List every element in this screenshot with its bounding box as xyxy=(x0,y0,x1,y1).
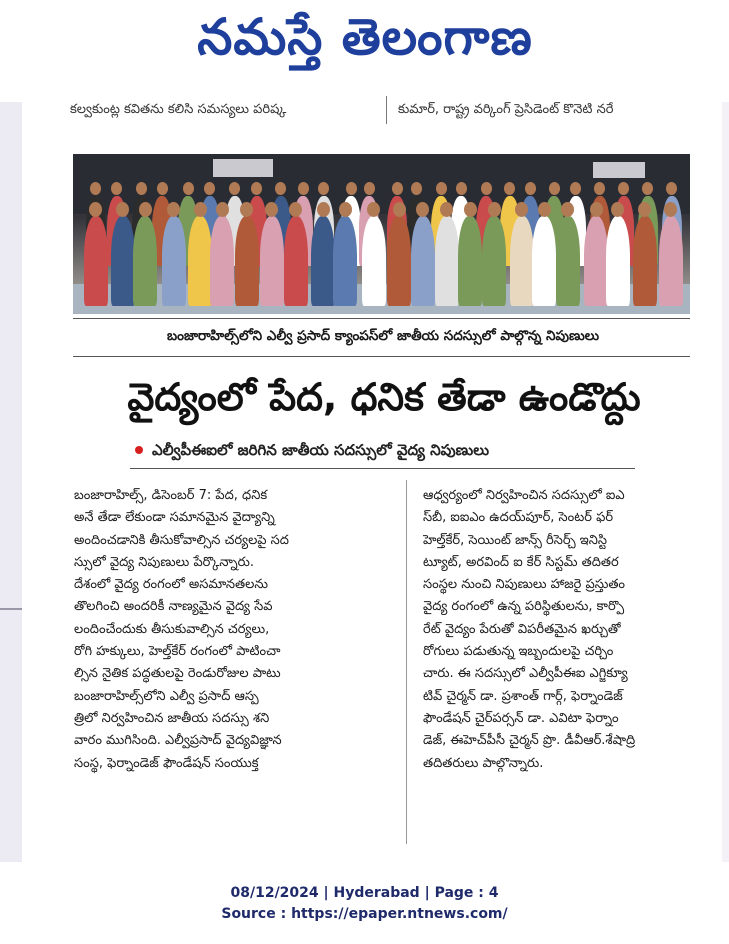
article-line: సంస్థ, ఫెర్నాండెజ్ ఫౌండేషన్ సంయుక్త xyxy=(74,755,259,771)
photo-person-head xyxy=(464,202,477,217)
photo-person-head xyxy=(346,182,357,195)
article-line: అందించడానికి తీసుకోవాల్సిన చర్యలపై సద xyxy=(74,532,289,548)
photo-person-head xyxy=(204,182,215,195)
article-line: టివ్ చైర్మన్ డా. ప్రశాంత్ గార్గ్, ఫెర్నాండెజ్ xyxy=(423,688,623,704)
photo-person xyxy=(260,216,284,306)
article-line: వారం ముగిసింది. ఎల్వీప్రసాద్ వైద్యవిజ్ఞాన xyxy=(74,733,282,749)
photo-person xyxy=(162,216,186,306)
ticker-divider xyxy=(386,96,387,124)
photo-person-head xyxy=(364,182,375,195)
photo-person xyxy=(435,216,459,306)
photo-person xyxy=(411,216,435,306)
article-line: సంస్థల నుంచి నిపుణులు హాజరై ప్రస్తుతం xyxy=(423,577,626,593)
left-margin-strip xyxy=(0,102,22,862)
photo-person-head xyxy=(339,202,352,217)
photo-person-head xyxy=(136,182,147,195)
photo-person xyxy=(659,216,683,306)
photo-person xyxy=(458,216,482,306)
article-line: బంజారాహిల్స్, డిసెంబర్ 7: పేద, ధనిక xyxy=(74,488,268,503)
photo-sign-right xyxy=(593,162,645,178)
article-line: ఫౌండేషన్ చైర్‌పర్సన్ డా. ఎవిటా ఫెర్నాం xyxy=(423,710,619,726)
headline: వైద్యంలో పేద, ధనిక తేడా ఉండొద్దు xyxy=(127,375,641,419)
bullet-icon xyxy=(135,446,143,454)
photo-person-head xyxy=(481,182,492,195)
photo-person xyxy=(482,216,506,306)
photo-person xyxy=(84,216,108,306)
article-line: ట్యూట్, అరవింద్ ఐ కేర్ సిస్టమ్ తదితర xyxy=(423,554,619,570)
photo-person xyxy=(584,216,608,306)
photo-person-head xyxy=(436,182,447,195)
photo-person xyxy=(133,216,157,306)
photo-person-head xyxy=(289,202,302,217)
photo-person-head xyxy=(139,202,152,217)
article-line: త్రిలో నిర్వహించిన జాతీయ సదస్సు శని xyxy=(74,710,270,726)
photo-person-head xyxy=(298,182,309,195)
photo-person xyxy=(111,216,135,306)
article-line: రేట్ వైద్యం పేరుతో విపరీతమైన ఖర్చుతో xyxy=(423,621,621,637)
photo-person xyxy=(532,216,556,306)
photo-person-head xyxy=(392,182,403,195)
photo-person-head xyxy=(194,202,207,217)
photo-person-head xyxy=(488,202,501,217)
article-line: రోగి హక్కులు, హెల్త్‌కేర్ రంగంలో పాటించా xyxy=(74,644,281,660)
photo-person-head xyxy=(157,182,168,195)
photo-caption: బంజారాహిల్స్‌లోని ఎల్వీ ప్రసాద్ క్యాంపస్‌లో జాతీయ సదస్సులో పాల్గొన్న నిపుణులు xyxy=(166,328,600,344)
photo-person xyxy=(188,216,212,306)
article-line: అనే తేడా లేకుండా సమానమైన వైద్యాన్ని xyxy=(74,510,275,526)
article-line: స్‌బీ, ఐఐఎం ఉదయ్‌పూర్, సెంటర్ ఫర్ xyxy=(423,510,614,526)
photo-person xyxy=(311,216,335,306)
photo-person xyxy=(362,216,386,306)
photo-person xyxy=(210,216,234,306)
ticker-left: కల్వకుంట్ల కవితను కలిసి సమస్యలు పరిష్క xyxy=(70,102,287,117)
photo-sign-left xyxy=(213,159,273,177)
photo-person xyxy=(556,216,580,306)
article-line: తదితరులు పాల్గొన్నారు. xyxy=(423,755,544,771)
ticker-right: కుమార్, రాష్ట్ర వర్కింగ్ ప్రెసిడెంట్ కొనెటి నరే xyxy=(398,102,614,117)
masthead-title: నమస్తే తెలంగాణ xyxy=(197,8,533,66)
article-line: డెజ్, ఈహెచ్‌పీసీ చైర్మన్ ప్రొ. డీవీఆర్.శేషాద్రి xyxy=(423,733,636,749)
photo-person-head xyxy=(538,202,551,217)
article-column-2 xyxy=(423,485,713,775)
footer-source-line: Source : https://epaper.ntnews.com/ xyxy=(221,906,508,922)
article-line: దేశంలో వైద్య రంగంలో అసమానతలను xyxy=(74,577,268,593)
article-line: స్సులో వైద్య నిపుణులు పేర్కొన్నారు. xyxy=(74,554,255,570)
left-margin-divider xyxy=(0,608,22,610)
photo-person-head xyxy=(504,182,515,195)
article-line: తొలగించి అందరికీ నాణ్యమైన వైద్య సేవ xyxy=(74,599,273,615)
group-photo xyxy=(73,154,690,314)
article-line: హెల్త్‌కేర్, సెయింట్ జాన్స్ రీసెర్చ్ ఇనిస్టి xyxy=(423,532,607,548)
article-line: లందించేందుకు తీసుకువాల్సిన చర్యలు, xyxy=(74,621,270,637)
article-line: వైద్య రంగంలో ఉన్న పరిస్థితులను, కార్పొ xyxy=(423,599,625,615)
photo-person xyxy=(510,216,534,306)
caption-rule-top xyxy=(73,318,690,319)
subhead-rule xyxy=(130,468,635,469)
photo-person xyxy=(333,216,357,306)
article-line: చారు. ఈ సదస్సులో ఎల్వీపీఈఐ ఎగ్జిక్యూ xyxy=(423,666,628,682)
article-column-1 xyxy=(74,485,364,775)
article-line: ఆధ్వర్యంలో నిర్వహించిన సదస్సులో ఐఎ xyxy=(423,488,625,503)
photo-person-head xyxy=(216,202,229,217)
column-divider xyxy=(406,480,407,844)
photo-person-head xyxy=(666,182,677,195)
photo-person-head xyxy=(525,182,536,195)
photo-person-head xyxy=(317,202,330,217)
article-line: బంజారాహిల్స్‌లోని ఎల్వీ ప్రసాద్ ఆస్ప xyxy=(74,688,259,704)
photo-person-head xyxy=(183,182,194,195)
photo-person-head xyxy=(116,202,129,217)
photo-person-head xyxy=(456,182,467,195)
photo-person xyxy=(387,216,411,306)
photo-person xyxy=(633,216,657,306)
article-line: ల్సిన నైతిక పద్ధతులపై రెండురోజుల పాటు xyxy=(74,666,281,682)
photo-person-head xyxy=(549,182,560,195)
photo-person-head xyxy=(590,202,603,217)
photo-person xyxy=(235,216,259,306)
photo-person xyxy=(284,216,308,306)
footer-date-line: 08/12/2024 | Hyderabad | Page : 4 xyxy=(230,885,499,901)
subheadline: ఎల్వీపీఈఐలో జరిగిన జాతీయ సదస్సులో వైద్య నిపుణులు xyxy=(152,441,490,459)
photo-person-head xyxy=(594,182,605,195)
caption-rule-bottom xyxy=(73,356,690,357)
photo-person-head xyxy=(416,202,429,217)
right-margin-strip xyxy=(722,102,729,862)
article-line: రోగులు పడుతున్న ఇబ్బందులపై చర్చిం xyxy=(423,644,614,660)
photo-person-head xyxy=(393,202,406,217)
photo-person-head xyxy=(440,202,453,217)
photo-person xyxy=(606,216,630,306)
